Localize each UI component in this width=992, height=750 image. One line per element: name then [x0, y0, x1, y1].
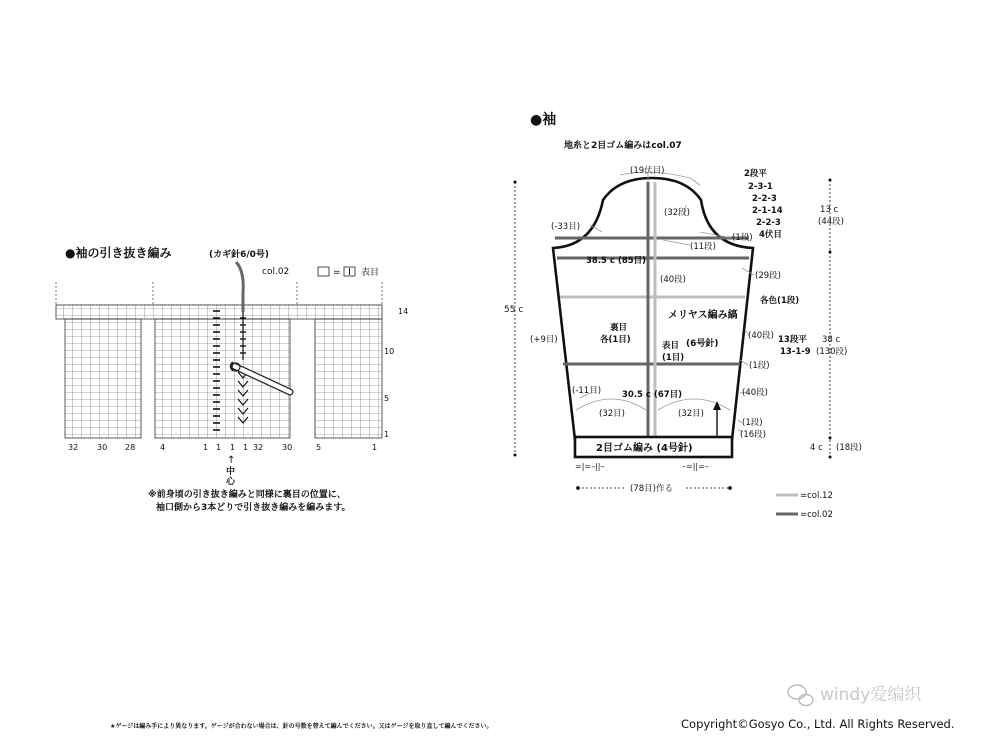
chart-note: ※前身頃の引き抜き編みと同様に裏目の位置に、	[148, 490, 346, 500]
rows-40-lower: (40段)	[742, 388, 768, 398]
ribbing-label: 2目ゴム編み (4号針)	[596, 443, 693, 454]
chart-note: 袖口側から3本どりで引き抜き編みを編みます。	[156, 503, 351, 513]
stripe-title: メリヤス編み縞	[668, 310, 738, 321]
working-arrow-icon	[713, 401, 721, 436]
legend-col12: =col.12	[800, 491, 833, 501]
slip-stitch-chart	[56, 245, 408, 513]
st-count: 30	[97, 443, 108, 452]
decrease-11: (-11目)	[572, 386, 602, 396]
total-length: 55 c	[504, 305, 524, 315]
st-count: 1	[216, 443, 222, 452]
cap-rows: (32段)	[664, 208, 690, 218]
st-count: 1	[203, 443, 209, 452]
chart-block-left	[65, 319, 141, 438]
center-label: 中	[226, 467, 236, 477]
sts-32-right: (32目)	[678, 409, 704, 419]
sleeve-outline	[553, 178, 753, 440]
rows-16: (16段)	[740, 430, 766, 440]
chart-title: ●袖の引き抜き編み	[65, 246, 172, 260]
wechat-icon	[788, 685, 813, 706]
rows-11: (11段)	[690, 242, 716, 252]
sleeve-title: ●袖	[530, 112, 557, 128]
yarn-note: 地糸と2目ゴム編みはcol.07	[564, 141, 682, 151]
rib-symbols-right: –=||=–	[682, 462, 709, 471]
legend-key	[318, 266, 379, 278]
st-count: 1	[372, 443, 378, 452]
dec-step: 2-2-3	[756, 218, 781, 228]
row-number-10: 10	[384, 347, 395, 356]
st-count: 28	[125, 443, 136, 452]
st-count: 32	[68, 443, 79, 452]
rows-40-upper: (40段)	[660, 275, 686, 285]
body-height-rows: (130段)	[816, 347, 848, 357]
dec-step: 2-1-14	[752, 206, 783, 216]
watermark-text: windy爱编织	[820, 685, 922, 705]
svg-text:=: =	[333, 268, 341, 278]
center-label: 心	[226, 477, 236, 487]
center-arrow-icon: ↑	[227, 455, 236, 466]
top-bindoff: (19伏目)	[630, 166, 665, 176]
dec-step: 2-3-1	[748, 182, 773, 192]
rows-1: (1段)	[732, 233, 753, 243]
legend-col02: =col.02	[800, 510, 833, 520]
width-lower: 30.5 c (67目)	[622, 390, 683, 400]
width-upper: 38.5 c (85目)	[586, 256, 647, 266]
inc-step: 13-1-9	[780, 347, 811, 357]
knit-count: (1目)	[662, 353, 685, 363]
rows-29: (29段)	[755, 271, 781, 281]
knit-label: 表目	[662, 341, 680, 351]
dec-step: 2-2-3	[752, 194, 777, 204]
st-count: 5	[316, 443, 322, 452]
yarn-label: col.02	[262, 267, 290, 277]
chart-block-right	[315, 319, 382, 438]
chart-block-center	[155, 319, 290, 438]
dec-step: 4伏目	[759, 230, 782, 240]
chart-hook-size: (カギ針6/0号)	[209, 250, 270, 260]
body-height: 38 c	[822, 335, 841, 345]
purl-label: 裏目	[610, 323, 628, 333]
cap-height-rows: (44段)	[818, 217, 844, 227]
chart-top-band	[56, 305, 382, 319]
st-count: 1	[243, 443, 249, 452]
row-number-1: 1	[384, 430, 390, 439]
rows-1-mid: (1段)	[749, 361, 770, 371]
gauge-note: ★ゲージは編み手により異なります。ゲージが合わない場合は、針の号数を替えて編んでください。又はゲージを取り直して編んでください。	[110, 723, 493, 730]
st-count: 4	[160, 443, 166, 452]
rib-symbols-left: =|=–||–	[575, 462, 605, 471]
row-number-5: 5	[384, 394, 390, 403]
st-count: 30	[282, 443, 293, 452]
rows-40-mid: (40段)	[748, 331, 774, 341]
inc-step: 13段平	[778, 335, 807, 345]
cap-height: 13 c	[820, 205, 839, 215]
rib-height-rows: (18段)	[836, 443, 862, 453]
accent-rows: 各色(1段)	[760, 296, 800, 306]
purl-count: 各(1目)	[600, 335, 631, 345]
dec-step: 2段平	[744, 169, 767, 179]
rows-1-lower: (1段)	[742, 418, 763, 428]
cap-decrease: (-33目)	[551, 222, 581, 232]
cast-on-label: (78目)作る	[630, 484, 673, 494]
rib-height: 4 c	[810, 443, 823, 453]
watermark	[788, 685, 922, 706]
sleeve-schematic	[504, 112, 862, 520]
st-count: 32	[253, 443, 264, 452]
legend-knit: 表目	[361, 268, 380, 278]
sts-32-left: (32目)	[599, 409, 625, 419]
st-count: 1	[230, 443, 236, 452]
needle-size: (6号針)	[686, 339, 719, 349]
copyright: Copyright©Gosyo Co., Ltd. All Rights Reserved.	[681, 717, 955, 731]
chart-dashed-edges	[56, 282, 382, 305]
row-number-14: 14	[398, 307, 409, 316]
increase-sts: (+9目)	[530, 335, 558, 345]
